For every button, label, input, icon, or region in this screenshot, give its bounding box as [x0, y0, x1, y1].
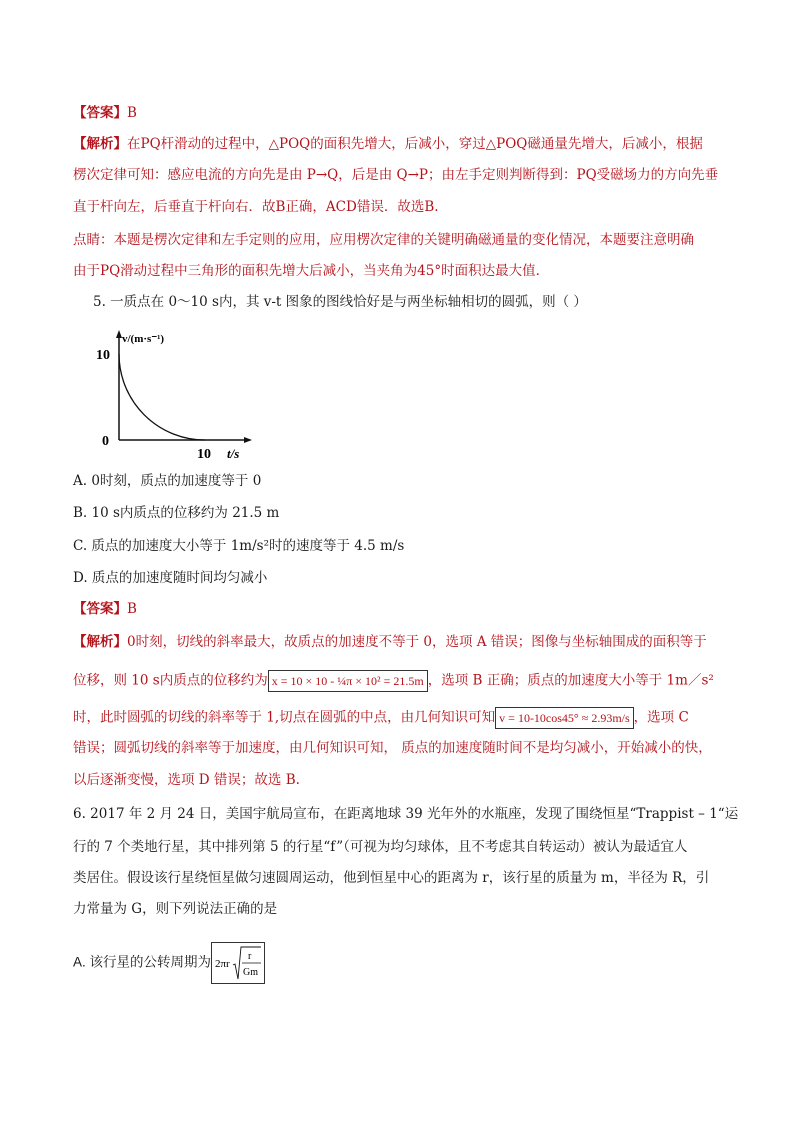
- analysis2-line3: [73, 707, 689, 729]
- q5-option-d: D. 质点的加速度随时间均匀减小: [73, 570, 268, 586]
- analysis2-line5: 以后逐渐变慢，选项 D 错误；故选 B.: [73, 772, 300, 788]
- period-formula: [211, 942, 265, 984]
- analysis2-line2: [73, 670, 714, 692]
- analysis1-line2: 楞次定律可知：感应电流的方向先是由 P→Q，后是由 Q→P；由左手定则判断得到：PQ受磁场力的方向先垂: [73, 167, 719, 183]
- answer-value: B: [127, 601, 137, 617]
- analysis2-text3b: ，选项 C: [633, 709, 689, 726]
- analysis2-text3a: 时，此时圆弧的切线的斜率等于 1,切点在圆弧的中点，由几何知识可知: [73, 709, 496, 726]
- q5-option-c: C. 质点的加速度大小等于 1m/s²时的速度等于 4.5 m/s: [73, 538, 405, 554]
- analysis1-line3: 直于杆向左，后垂直于杆向右．故B正确，ACD错误．故选B.: [73, 199, 439, 215]
- analysis2-text2a: 位移，则 10 s内质点的位移约为: [73, 672, 268, 689]
- formula-coefficient: 2πr: [215, 958, 230, 970]
- origin-label: 0: [102, 434, 109, 449]
- q6-option-a: [73, 942, 265, 984]
- analysis2-line4: 错误；圆弧切线的斜率等于加速度，由几何知识可知， 质点的加速度随时间不是均匀减小，开始减小的快，: [73, 740, 712, 756]
- answer-line-1: [73, 104, 137, 122]
- y-axis-label: v/(m·s⁻¹): [122, 333, 165, 345]
- x-axis-label: t/s: [227, 446, 240, 461]
- velocity-formula: v = 10-10cos45° ≈ 2.93m/s: [495, 707, 633, 729]
- answer-line-2: [73, 600, 137, 618]
- formula-numerator: r: [248, 951, 252, 962]
- q6-option-a-text: A. 该行星的公转周期为: [73, 954, 212, 970]
- displacement-formula: x = 10 × 10 - ¼π × 10² = 21.5m: [268, 670, 428, 692]
- y-tick-10: 10: [96, 348, 110, 363]
- q5-stem: 5. 一质点在 0～10 s内，其 v-t 图象的图线恰好是与两坐标轴相切的圆弧，则（ ）: [93, 294, 587, 310]
- analysis1-text1: 在PQ杆滑动的过程中，△POQ的面积先增大，后减小，穿过△POQ磁通量先增大，后减小，根据: [127, 136, 703, 152]
- q6-line4: 力常量为 G，则下列说法正确的是: [73, 901, 278, 917]
- q5-option-a: A. 0时刻，质点的加速度等于 0: [73, 473, 262, 489]
- analysis-tag: 【解析】: [73, 136, 127, 152]
- x-axis-arrow: [244, 437, 252, 443]
- vt-graph: [96, 322, 256, 462]
- analysis2-line1: [73, 633, 707, 651]
- analysis2-text1: 0时刻，切线的斜率最大，故质点的加速度不等于 0，选项 A 错误；图像与坐标轴围成的面积等于: [127, 634, 707, 650]
- comment1-line2: 由于PQ滑动过程中三角形的面积先增大后减小，当夹角为45°时面积达最大值．: [73, 263, 550, 279]
- q6-line2: 行的 7 个类地行星，其中排列第 5 的行星“f”（可视为均匀球体，且不考虑其自转运动）被认为最适宜人: [73, 839, 688, 855]
- comment1-line1: 点睛：本题是楞次定律和左手定则的应用，应用楞次定律的关键明确磁通量的变化情况，本题要注意明确: [73, 232, 694, 248]
- analysis2-text2b: ，选项 B 正确；质点的加速度大小等于 1m／s²: [427, 672, 714, 689]
- q6-line1: 6. 2017 年 2 月 24 日，美国宇航局宣布，在距离地球 39 光年外的水瓶座，发现了围绕恒星“Trappist – 1“运: [73, 806, 739, 822]
- formula-denominator: Gm: [243, 967, 259, 978]
- answer-tag: 【答案】: [73, 105, 127, 121]
- q5-option-b: B. 10 s内质点的位移约为 21.5 m: [73, 505, 280, 521]
- vt-arc: [119, 354, 205, 440]
- answer-value: B: [127, 105, 137, 121]
- analysis1-line1: [73, 135, 703, 153]
- q6-line3: 类居住。假设该行星绕恒星做匀速圆周运动，他到恒星中心的距离为 r，该行星的质量为 m，半径为 R，引: [73, 870, 710, 886]
- answer-tag: 【答案】: [73, 601, 127, 617]
- analysis-tag: 【解析】: [73, 634, 127, 650]
- period-formula-glyph: [215, 943, 261, 983]
- x-tick-10: 10: [197, 447, 211, 462]
